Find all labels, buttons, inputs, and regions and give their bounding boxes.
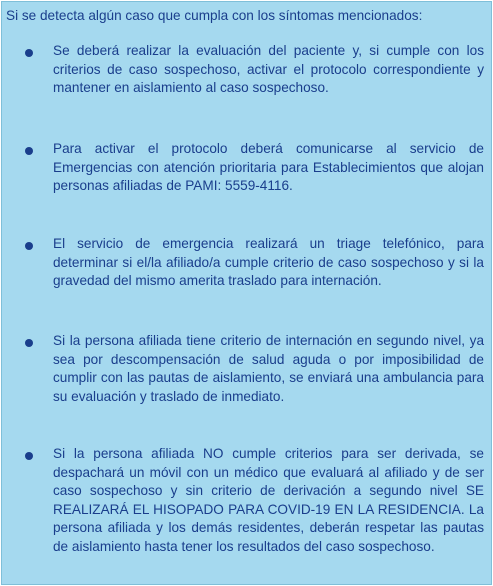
list-item: Si la persona afiliada tiene criterio de internación en segundo nivel, ya sea por descompensación de salud aguda o por imposibilidad de cumplir con las pautas de aislamiento, se enviará una ambulancia para su evaluación y traslado de inmediato. <box>53 333 484 404</box>
list-item: Si la persona afiliada NO cumple criterios para ser derivada, se despachará un móvil con un médico que evaluará al afiliado y de ser caso sospechoso y sin criterio de derivación a segundo nivel SE REALIZARÁ EL HISOPADO PARA COVID-19 EN LA RESIDENCIA. La persona afiliada y los demás residentes, deberán respetar las pautas de aislamiento hasta tener los resultados del caso sospechoso. <box>53 446 484 554</box>
intro-text: Si se detecta algún caso que cumpla con los síntomas mencionados: <box>6 8 423 23</box>
bullet-icon <box>25 339 33 347</box>
list-item: El servicio de emergencia realizará un triage telefónico, para determinar si el/la afiliado/a cumple criterio de caso sospechoso y si la gravedad del mismo amerita traslado para internación. <box>53 236 484 288</box>
bullet-icon <box>25 452 33 460</box>
list-item: Se deberá realizar la evaluación del paciente y, si cumple con los criterios de caso sospechoso, activar el protocolo correspondiente y mantener en aislamiento al caso sospechoso. <box>53 43 484 95</box>
list-item: Para activar el protocolo deberá comunicarse al servicio de Emergencias con atención prioritaria para Establecimientos que alojan personas afiliadas de PAMI: 5559-4116. <box>53 141 484 193</box>
info-panel <box>1 1 492 585</box>
bullet-icon <box>25 49 33 57</box>
bullet-icon <box>25 242 33 250</box>
bullet-icon <box>25 147 33 155</box>
